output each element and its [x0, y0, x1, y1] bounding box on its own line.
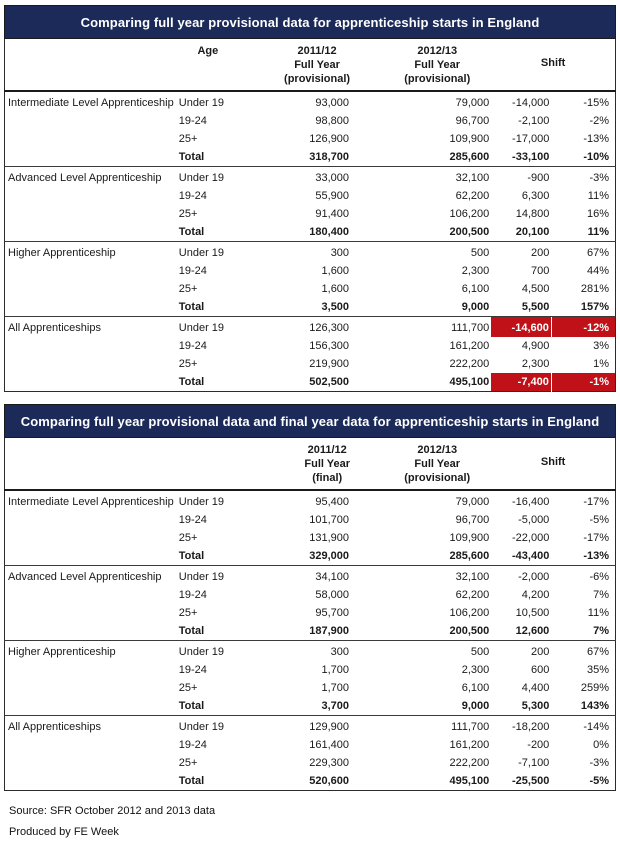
shift-percent-cell: 157%: [580, 301, 609, 313]
shift-value-cell: 10,500: [515, 607, 550, 619]
value-2012-13-cell: 161,200: [449, 340, 490, 352]
shift-percent-cell: -5%: [589, 775, 609, 787]
table-row: [5, 586, 616, 604]
value-2012-13-cell: 6,100: [461, 283, 490, 295]
category-cell: [5, 679, 177, 697]
value-2012-13-cell: 62,200: [455, 589, 490, 601]
shift-percent-cell: 67%: [551, 641, 615, 662]
category-cell: [5, 337, 177, 355]
column-header-2012-13-text: [404, 44, 470, 86]
shift-value-cell: -2,000: [491, 566, 551, 587]
age-cell: 25+: [178, 358, 198, 370]
value-2012-13-cell: 285,600: [449, 550, 490, 562]
table-row: [5, 262, 616, 280]
column-header-2011-12-text: [284, 44, 350, 86]
shift-value-cell: 14,800: [515, 208, 550, 220]
table-row: [5, 167, 616, 188]
table-row: [5, 298, 616, 317]
value-2012-13-cell: 32,100: [351, 167, 491, 188]
category-cell: [5, 280, 177, 298]
table-title-row: [5, 405, 616, 438]
column-header-2011-12: [239, 438, 351, 491]
value-2011-12-cell: 98,800: [315, 115, 350, 127]
shift-percent-cell: -14%: [551, 716, 615, 737]
shift-column-header: Shift: [491, 438, 615, 491]
table-row: [5, 697, 616, 716]
table-gap: [4, 392, 616, 404]
table-row: [5, 529, 616, 547]
category-cell: Intermediate Level Apprenticeship: [5, 91, 177, 112]
table-row: [5, 547, 616, 566]
value-2012-13-cell: 106,200: [449, 208, 490, 220]
shift-percent-cell: 259%: [580, 682, 609, 694]
value-2012-13-cell: 495,100: [449, 376, 490, 388]
age-cell: Total: [178, 550, 205, 562]
table-row: [5, 187, 616, 205]
table-final-comparison: [4, 404, 616, 791]
header-qualifier-line: (final): [312, 472, 343, 484]
value-2012-13-cell: 2,300: [461, 664, 490, 676]
category-cell: Intermediate Level Apprenticeship: [5, 490, 177, 511]
value-2011-12-cell: 229,300: [309, 757, 350, 769]
shift-percent-cell: -10%: [583, 151, 609, 163]
value-2012-13-cell: 109,900: [449, 532, 490, 544]
header-fullyear-line: Full Year: [414, 458, 461, 470]
age-cell: 19-24: [178, 115, 207, 127]
column-header-2011-12: [239, 39, 351, 92]
shift-value-cell: -900: [491, 167, 551, 188]
table-row: [5, 511, 616, 529]
table-row: [5, 91, 616, 112]
age-cell: Total: [178, 151, 205, 163]
shift-value-cell: 4,200: [521, 589, 550, 601]
age-cell: Under 19: [177, 716, 239, 737]
header-year-line: 2011/12: [297, 45, 337, 57]
shift-percent-cell: 11%: [587, 226, 609, 238]
shift-percent-cell: -17%: [583, 532, 609, 544]
shift-percent-cell: 7%: [593, 589, 609, 601]
age-cell: 19-24: [178, 739, 207, 751]
age-cell: 19-24: [178, 664, 207, 676]
shift-percent-cell: -13%: [583, 550, 609, 562]
category-cell: [5, 586, 177, 604]
shift-percent-cell: -6%: [551, 566, 615, 587]
shift-percent-cell: 143%: [580, 700, 609, 712]
header-fullyear-line: Full Year: [294, 59, 340, 71]
value-2012-13-cell: 9,000: [461, 700, 490, 712]
shift-value-cell: 200: [491, 242, 551, 263]
shift-percent-cell: -12%: [551, 317, 615, 338]
header-qualifier-line: (provisional): [404, 472, 471, 484]
value-2011-12-cell: 126,300: [239, 317, 351, 338]
shift-percent-cell: 281%: [580, 283, 609, 295]
shift-percent-cell: -15%: [551, 91, 615, 112]
table-row: [5, 566, 616, 587]
table-row: [5, 373, 616, 392]
age-cell: 25+: [178, 532, 198, 544]
value-2011-12-cell: 156,300: [309, 340, 350, 352]
header-qualifier-line: (provisional): [284, 73, 351, 85]
value-2012-13-cell: 79,000: [351, 91, 491, 112]
age-cell: Total: [178, 775, 205, 787]
shift-percent-cell: -2%: [589, 115, 609, 127]
shift-value-cell: -33,100: [512, 151, 550, 163]
header-fullyear-line: Full Year: [304, 458, 351, 470]
shift-percent-cell: 16%: [586, 208, 609, 220]
table-row: [5, 661, 616, 679]
shift-percent-cell: 44%: [586, 265, 609, 277]
value-2011-12-cell: 95,700: [315, 607, 350, 619]
table-body: [5, 490, 616, 791]
age-column-header: Age: [177, 39, 239, 92]
shift-percent-cell: 3%: [593, 340, 609, 352]
value-2012-13-cell: 222,200: [449, 358, 490, 370]
header-fullyear-line: Full Year: [414, 59, 461, 71]
produced-by-line: Produced by FE Week: [9, 826, 119, 838]
shift-value-cell: 6,300: [521, 190, 550, 202]
category-cell: [5, 622, 177, 641]
header-year-line: 2011/12: [307, 444, 347, 456]
shift-value-cell: 600: [530, 664, 550, 676]
table-row: [5, 280, 616, 298]
column-header-2011-12-text: [304, 443, 350, 485]
category-cell: [5, 355, 177, 373]
age-cell: Total: [178, 700, 205, 712]
shift-percent-cell: -3%: [551, 167, 615, 188]
category-cell: [5, 112, 177, 130]
category-cell: All Apprenticeships: [5, 716, 177, 737]
table-row: [5, 223, 616, 242]
value-2012-13-cell: 96,700: [455, 115, 490, 127]
value-2011-12-cell: 1,600: [321, 283, 350, 295]
shift-value-cell: -43,400: [512, 550, 550, 562]
shift-value-cell: -200: [527, 739, 550, 751]
value-2011-12-cell: 58,000: [315, 589, 350, 601]
shift-value-cell: -22,000: [512, 532, 550, 544]
category-column-header: [5, 39, 177, 92]
value-2011-12-cell: 300: [239, 641, 351, 662]
shift-percent-cell: 1%: [593, 358, 609, 370]
age-cell: Under 19: [177, 566, 239, 587]
value-2012-13-cell: 62,200: [455, 190, 490, 202]
shift-value-cell: -2,100: [518, 115, 550, 127]
value-2012-13-cell: 2,300: [461, 265, 490, 277]
value-2011-12-cell: 3,500: [321, 301, 350, 313]
table-title: Comparing full year provisional data and final year data for apprenticeship starts in England: [5, 405, 616, 438]
shift-value-cell: -17,000: [512, 133, 550, 145]
value-2011-12-cell: 3,700: [321, 700, 350, 712]
table-row: [5, 355, 616, 373]
shift-percent-cell: 35%: [586, 664, 609, 676]
age-cell: 19-24: [178, 340, 207, 352]
shift-percent-cell: -3%: [589, 757, 609, 769]
category-cell: [5, 148, 177, 167]
age-cell: 19-24: [178, 514, 207, 526]
category-cell: All Apprenticeships: [5, 317, 177, 338]
value-2011-12-cell: 520,600: [309, 775, 350, 787]
age-cell: Total: [178, 301, 205, 313]
value-2011-12-cell: 1,700: [321, 682, 350, 694]
value-2011-12-cell: 1,700: [321, 664, 350, 676]
age-cell: Under 19: [177, 91, 239, 112]
category-cell: Higher Apprenticeship: [5, 242, 177, 263]
table-row: [5, 622, 616, 641]
value-2011-12-cell: 55,900: [315, 190, 350, 202]
value-2012-13-cell: 9,000: [461, 301, 490, 313]
shift-value-cell: -14,600: [491, 317, 551, 338]
category-cell: [5, 547, 177, 566]
age-cell: Total: [178, 226, 205, 238]
shift-value-cell: 4,500: [521, 283, 550, 295]
value-2011-12-cell: 318,700: [309, 151, 350, 163]
value-2011-12-cell: 131,900: [309, 532, 350, 544]
source-line: Source: SFR October 2012 and 2013 data: [9, 805, 216, 817]
value-2011-12-cell: 101,700: [309, 514, 350, 526]
shift-value-cell: 4,900: [521, 340, 550, 352]
shift-value-cell: 5,500: [521, 301, 550, 313]
category-cell: [5, 205, 177, 223]
value-2012-13-cell: 222,200: [449, 757, 490, 769]
value-2012-13-cell: 500: [351, 641, 491, 662]
column-header-row: [5, 39, 616, 92]
category-cell: [5, 187, 177, 205]
category-column-header: [5, 438, 177, 491]
age-cell: 25+: [178, 208, 198, 220]
table-row: [5, 337, 616, 355]
category-cell: [5, 754, 177, 772]
value-2012-13-cell: 500: [351, 242, 491, 263]
shift-value-cell: -5,000: [518, 514, 550, 526]
column-header-2012-13: [351, 438, 491, 491]
shift-value-cell: 12,600: [515, 625, 550, 637]
shift-percent-cell: 11%: [587, 190, 609, 202]
value-2012-13-cell: 79,000: [351, 490, 491, 511]
header-qualifier-line: (provisional): [404, 73, 471, 85]
category-cell: [5, 661, 177, 679]
shift-value-cell: -18,200: [491, 716, 551, 737]
category-cell: [5, 130, 177, 148]
value-2011-12-cell: 91,400: [315, 208, 350, 220]
category-cell: Advanced Level Apprenticeship: [5, 167, 177, 188]
value-2011-12-cell: 187,900: [309, 625, 350, 637]
shift-value-cell: -14,000: [491, 91, 551, 112]
shift-value-cell: 200: [491, 641, 551, 662]
table-row: [5, 772, 616, 791]
value-2012-13-cell: 495,100: [449, 775, 490, 787]
table-row: [5, 754, 616, 772]
value-2011-12-cell: 93,000: [239, 91, 351, 112]
table-row: [5, 641, 616, 662]
age-cell: 19-24: [178, 589, 207, 601]
age-cell: Under 19: [177, 490, 239, 511]
table-provisional-comparison: [4, 5, 616, 392]
value-2011-12-cell: 300: [239, 242, 351, 263]
header-year-line: 2012/13: [417, 444, 458, 456]
age-cell: Under 19: [177, 242, 239, 263]
value-2011-12-cell: 33,000: [239, 167, 351, 188]
age-cell: Under 19: [177, 167, 239, 188]
value-2012-13-cell: 106,200: [449, 607, 490, 619]
value-2011-12-cell: 129,900: [239, 716, 351, 737]
value-2012-13-cell: 285,600: [449, 151, 490, 163]
table-row: [5, 490, 616, 511]
value-2012-13-cell: 32,100: [351, 566, 491, 587]
shift-value-cell: -25,500: [512, 775, 550, 787]
category-cell: [5, 529, 177, 547]
header-year-line: 2012/13: [417, 45, 458, 57]
value-2011-12-cell: 95,400: [239, 490, 351, 511]
shift-value-cell: 2,300: [521, 358, 550, 370]
category-cell: [5, 736, 177, 754]
value-2012-13-cell: 200,500: [449, 226, 490, 238]
shift-percent-cell: -17%: [551, 490, 615, 511]
category-cell: [5, 772, 177, 791]
column-header-2012-13-text: [404, 443, 470, 485]
category-cell: Advanced Level Apprenticeship: [5, 566, 177, 587]
value-2011-12-cell: 34,100: [239, 566, 351, 587]
table-row: [5, 716, 616, 737]
table-row: [5, 317, 616, 338]
value-2011-12-cell: 1,600: [321, 265, 350, 277]
age-cell: Under 19: [177, 317, 239, 338]
table-row: [5, 242, 616, 263]
column-header-row: [5, 438, 616, 491]
value-2011-12-cell: 161,400: [309, 739, 350, 751]
table-body: [5, 91, 616, 392]
shift-percent-cell: 0%: [593, 739, 609, 751]
shift-value-cell: 20,100: [515, 226, 550, 238]
value-2012-13-cell: 161,200: [449, 739, 490, 751]
table-row: [5, 130, 616, 148]
table-title-row: [5, 6, 616, 39]
category-cell: [5, 223, 177, 242]
age-cell: Total: [178, 376, 205, 388]
age-cell: 25+: [178, 607, 198, 619]
table-row: [5, 679, 616, 697]
shift-value-cell: 5,300: [521, 700, 550, 712]
shift-value-cell: -16,400: [491, 490, 551, 511]
age-cell: 25+: [178, 283, 198, 295]
value-2011-12-cell: 502,500: [309, 376, 350, 388]
value-2012-13-cell: 6,100: [461, 682, 490, 694]
age-cell: 25+: [178, 133, 198, 145]
value-2012-13-cell: 111,700: [351, 317, 491, 338]
age-cell: 19-24: [178, 190, 207, 202]
value-2011-12-cell: 329,000: [309, 550, 350, 562]
age-column-header: [177, 438, 239, 491]
table-row: [5, 112, 616, 130]
shift-percent-cell: -13%: [583, 133, 609, 145]
category-cell: [5, 604, 177, 622]
shift-value-cell: -7,100: [518, 757, 550, 769]
age-cell: 19-24: [178, 265, 207, 277]
age-cell: 25+: [178, 682, 198, 694]
footer: [4, 801, 616, 843]
category-cell: [5, 373, 177, 392]
value-2012-13-cell: 109,900: [449, 133, 490, 145]
value-2011-12-cell: 126,900: [309, 133, 350, 145]
value-2011-12-cell: 180,400: [309, 226, 350, 238]
shift-percent-cell: -1%: [551, 373, 615, 392]
table-row: [5, 736, 616, 754]
shift-value-cell: 4,400: [521, 682, 550, 694]
shift-percent-cell: 11%: [587, 607, 609, 619]
age-cell: Total: [178, 625, 205, 637]
category-cell: [5, 262, 177, 280]
category-cell: [5, 511, 177, 529]
shift-percent-cell: -5%: [589, 514, 609, 526]
table-row: [5, 205, 616, 223]
shift-percent-cell: 67%: [551, 242, 615, 263]
value-2012-13-cell: 200,500: [449, 625, 490, 637]
category-cell: [5, 697, 177, 716]
shift-column-header: Shift: [491, 39, 615, 92]
shift-percent-cell: 7%: [593, 625, 609, 637]
table-title: Comparing full year provisional data for apprenticeship starts in England: [5, 6, 616, 39]
column-header-2012-13: [351, 39, 491, 92]
age-cell: 25+: [178, 757, 198, 769]
shift-value-cell: -7,400: [491, 373, 551, 392]
category-cell: Higher Apprenticeship: [5, 641, 177, 662]
age-cell: Under 19: [177, 641, 239, 662]
value-2012-13-cell: 111,700: [351, 716, 491, 737]
category-cell: [5, 298, 177, 317]
table-row: [5, 148, 616, 167]
value-2012-13-cell: 96,700: [455, 514, 490, 526]
table-row: [5, 604, 616, 622]
shift-value-cell: 700: [531, 265, 550, 277]
value-2011-12-cell: 219,900: [309, 358, 350, 370]
